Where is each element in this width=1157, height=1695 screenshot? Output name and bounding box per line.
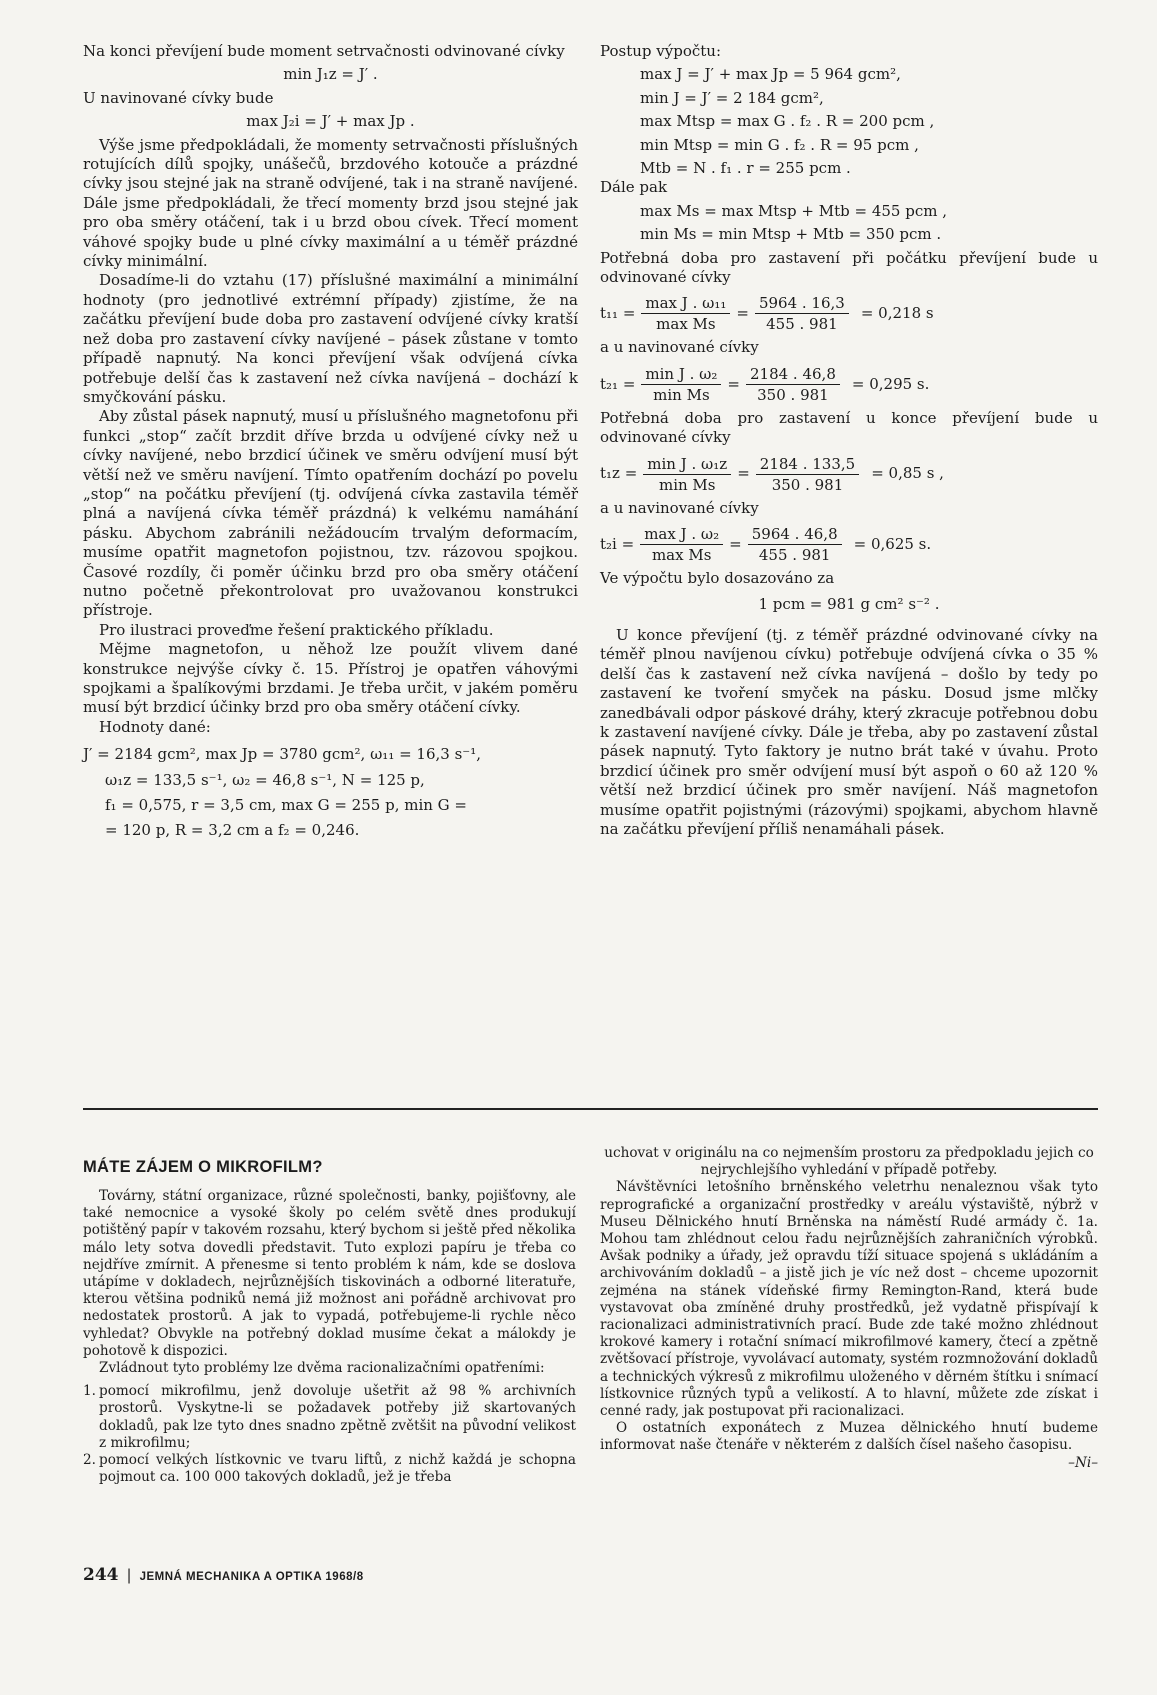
- denominator: 350 . 981: [771, 475, 844, 494]
- left-column: [83, 42, 578, 841]
- result: = 0,218 s: [860, 304, 934, 323]
- numerator: max J . ω₂: [640, 524, 723, 545]
- numerator: min J . ω₁z: [643, 454, 731, 475]
- paragraph: Návštěvníci letošního brněnského veletrhu nenaleznou však tyto reprografické a organizační prostředky v areálu výstaviště, nýbrž v Museu Dělnického hnutí Brněnska na náměstí Rudé armády č. 1a. Mohou tam zhlédnout celou řadu nejrůznějších zahraničních výrobků. Avšak podniky a úřady, jež opravdu tíží situace spojená s ukládáním a archivováním dokladů – a jistě jich je víc než dost – chceme upozornit zejména na stánek vídeňské firmy Remington-Rand, která bude vystavovat oba zmíněné druhy prostředků, jež vydatně přispívají k racionalizaci administrativních prací. Bude zde také možno zhlédnout krokové kamery i rotační snímací mikrofilmové kamery, čtecí a zpětně zvětšovací přístroje, vyvolávací automaty, systém rozmnožování dokladů a technických výkresů z mikrofilmu uloženého v děrném štítku i snímací lístkovnice různých typů a velikostí. A to hlavní, můžete zde získat i cenné rady, jak postupovat při racionalizaci.: [600, 1179, 1098, 1420]
- list-item: [83, 1383, 576, 1452]
- fraction: [641, 364, 721, 405]
- result: = 0,625 s.: [853, 534, 932, 553]
- paragraph: Ve výpočtu bylo dosazováno za: [600, 569, 835, 588]
- fraction-equation: t₁₁ = $\frac{\text{max J . ω₁₁}}{\text{max Ms}}$ = $\frac{5964 . 16,3}{455 . 981}$ = 0,218 s: [600, 294, 934, 334]
- result: = 0,85 s ,: [871, 464, 944, 483]
- paragraph: a u navinované cívky: [600, 338, 759, 357]
- equation: max J = J′ + max Jp = 5 964 gcm²,: [640, 65, 901, 84]
- paragraph: Aby zůstal pásek napnutý, musí u příslušného magnetofonu při funkci „stop“ začít brzdit dříve brzda u odvíjené cívky než u cívky navíjené, nebo brzdicí účinek ve směru odvíjení musí být větší než ve směru navíjení. Tímto opatřením dochází po povelu „stop“ na počátku převíjení (tj. odvíjená cívka zastavila téměř plná a navíjená cívka téměř prázdná) k velkému namáhání pásku. Abychom zabránili nežádoucím trvalým deformacím, musíme opatřit magnetofon pojistnou, tzv. rázovou spojkou. Časové rozdíly, či poměr účinku brzd pro oba směry otáčení nutno početně překontrolovat pro uvažovanou konstrukci přístroje.: [83, 407, 578, 620]
- equation: Mtb = N . f₁ . r = 255 pcm .: [640, 159, 851, 178]
- fraction-equation: t₁z = $\frac{\text{min J . ω₁z}}{\text{min Ms}}$ = $\frac{2184 . 133,5}{350 . 981}$ = 0,85 s ,: [600, 454, 944, 494]
- equation: max Ms = max Mtsp + Mtb = 455 pcm ,: [640, 201, 947, 220]
- numerator: 2184 . 46,8: [746, 364, 840, 385]
- paragraph: Na konci převíjení bude moment setrvačnosti odvinované cívky: [83, 42, 565, 60]
- equation-label: t₂i =: [600, 534, 635, 553]
- result: = 0,295 s.: [851, 374, 930, 393]
- list-number: 1.: [83, 1383, 96, 1400]
- paragraph: Potřebná doba pro zastavení u konce převíjení bude u odvinované cívky: [600, 408, 1098, 447]
- denominator: max Ms: [651, 546, 712, 565]
- equation: min J = J′ = 2 184 gcm²,: [640, 88, 824, 107]
- paragraph: Dosadíme-li do vztahu (17) příslušné maximální a minimální hodnoty (pro jednotlivé extrémní případy) zjistíme, že na začátku převíjení bude doba pro zastavení odvíjené cívky kratší než doba pro zastavení cívky navíjené – pásek zůstane v tomto případě napnutý. Na konci převíjení však odvíjená cívka potřebuje delší čas k zastavení než cívka navíjená – dochází k smyčkování pásku.: [83, 271, 578, 406]
- fraction-equation: t₂₁ = $\frac{\text{min J . ω₂}}{\text{min Ms}}$ = $\frac{2184 . 46,8}{350 . 981}$ = 0,295 s.: [600, 364, 930, 404]
- fraction: [756, 454, 859, 495]
- footer-separator: |: [126, 1566, 132, 1584]
- denominator: 455 . 981: [766, 315, 838, 334]
- denominator: min Ms: [653, 385, 710, 404]
- numerator: max J . ω₁₁: [641, 293, 730, 314]
- given-values-line: f₁ = 0,575, r = 3,5 cm, max G = 255 p, min G =: [105, 796, 467, 815]
- fraction: [641, 293, 730, 334]
- paragraph: Hodnoty dané:: [99, 717, 211, 736]
- paragraph: U konce převíjení (tj. z téměř prázdné odvinované cívky na téměř plnou navíjenou cívku) potřebuje odvíjená cívka o 35 % delší čas k zastavení než cívka navíjená – došlo by tedy po zastavení ke tvoření smyček na pásku. Dosud jsme mlčky zanedbávali odpor páskové dráhy, který zkracuje potřebnou dobu k zastavení navíjené cívky. Dále je třeba, aby po zastavení zůstal pásek napnutý. Tyto faktory je nutno brát také v úvahu. Proto brzdicí účinek pro směr odvíjení musí být aspoň o 60 až 120 % větší než brzdicí účinek pro směr navíjení. Náš magnetofon musíme opatřit pojistnými (rázovými) spojkami, abychom hlavně na začátku převíjení příliš nenamáhali pásek.: [600, 625, 1098, 838]
- given-values-line: ω₁z = 133,5 s⁻¹, ω₂ = 46,8 s⁻¹, N = 125 p,: [105, 770, 425, 789]
- numerator: 5964 . 16,3: [755, 293, 849, 314]
- paragraph: Postup výpočtu:: [600, 42, 721, 60]
- page-number: 244: [83, 1565, 119, 1585]
- equation: min Mtsp = min G . f₂ . R = 95 pcm ,: [640, 135, 919, 154]
- paragraph: O ostatních exponátech z Muzea dělnického hnutí budeme informovat naše čtenáře v některém z dalších čísel našeho časopisu.: [600, 1420, 1098, 1454]
- section-divider: [83, 1108, 1098, 1110]
- list-text: pomocí mikrofilmu, jenž dovoluje ušetřit až 98 % archivních prostorů. Vyskytne-li se požadavek potřeby již skartovaných dokladů, pak lze tyto dnes snadno zpětně zvětšit na původní velikost z mikrofilmu;: [99, 1383, 576, 1451]
- journal-name: JEMNÁ MECHANIKA A OPTIKA 1968/8: [139, 1571, 364, 1583]
- equation-label: t₁₁ =: [600, 304, 636, 323]
- denominator: 350 . 981: [757, 385, 829, 404]
- equation: 1 pcm = 981 g cm² s⁻² .: [758, 594, 940, 613]
- fraction: [748, 524, 842, 565]
- equation-label: t₁z =: [600, 464, 638, 483]
- equation: min J₁z = J′ .: [283, 65, 378, 84]
- denominator: 455 . 981: [758, 546, 831, 565]
- paragraph: Zvládnout tyto problémy lze dvěma racionalizačními opatřeními:: [99, 1360, 545, 1377]
- box-heading: MÁTE ZÁJEM O MIKROFILM?: [83, 1158, 323, 1176]
- list-item: [83, 1452, 576, 1486]
- list-number: 2.: [83, 1452, 96, 1469]
- paragraph: Továrny, státní organizace, různé společnosti, banky, pojišťovny, ale také nemocnice a vysoké školy po celém světě dnes produkují potištěný papír v takovém rozsahu, který bychom si ještě před několika málo lety sotva dovedli představit. Tuto explozi papíru je třeba co nejdříve zmírnit. A přenesme si tento problém k nám, kde se doslova utápíme v dokladech, nejrůznějších tiskovinách a odborné literatuře, kterou většina podniků nemá již možnost ani pořádně archivovat pro nedostatek prostorů. A jak to vypadá, potřebujeme-li rychle něco vyhledat? Obvykle na potřebný doklad musíme čekat a málokdy je pohotově k dispozici.: [83, 1188, 576, 1359]
- page-footer: [83, 1565, 364, 1585]
- numerator: min J . ω₂: [641, 364, 721, 385]
- box-right-column: [600, 1145, 1098, 1472]
- fraction: [640, 524, 723, 565]
- numerator: 2184 . 133,5: [756, 454, 859, 475]
- equation: min Ms = min Mtsp + Mtb = 350 pcm .: [640, 225, 942, 244]
- equation-label: t₂₁ =: [600, 374, 636, 393]
- numerator: 5964 . 46,8: [748, 524, 842, 545]
- paragraph: Potřebná doba pro zastavení při počátku převíjení bude u odvinované cívky: [600, 248, 1098, 287]
- given-values-line: = 120 p, R = 3,2 cm a f₂ = 0,246.: [105, 821, 360, 840]
- paragraph: a u navinované cívky: [600, 498, 759, 517]
- author-signature: –Ni–: [1068, 1454, 1098, 1471]
- list-text: pomocí velkých lístkovnic ve tvaru liftů, z nichž každá je schopna pojmout ca. 100 000 takových dokladů, jež je třeba: [99, 1452, 576, 1486]
- equation: max J₂i = J′ + max Jp .: [246, 112, 415, 131]
- equation: max Mtsp = max G . f₂ . R = 200 pcm ,: [640, 112, 935, 131]
- fraction: [755, 293, 849, 334]
- paragraph: Mějme magnetofon, u něhož lze použít vlivem dané konstrukce nejvýše cívky č. 15. Přístroj je opatřen váhovými spojkami a špalíkovými brzdami. Je třeba určit, v jakém poměru musí být brzdicí účinky brzd pro oba směry otáčení cívky.: [83, 640, 578, 717]
- paragraph: Pro ilustraci proveďme řešení praktického příkladu.: [99, 620, 494, 639]
- fraction: [746, 364, 840, 405]
- denominator: min Ms: [658, 475, 716, 494]
- fraction-equation: t₂i = $\frac{\text{max J . ω₂}}{\text{max Ms}}$ = $\frac{5964 . 46,8}{455 . 981}$ = 0,625 s.: [600, 525, 932, 565]
- right-column: [600, 42, 1098, 839]
- box-left-column: [83, 1188, 576, 1486]
- paragraph: uchovat v originálu na co nejmenším prostoru za předpokladu jejich co nejrychlejšího vyhledání v případě potřeby.: [604, 1145, 1094, 1179]
- paragraph: U navinované cívky bude: [83, 88, 274, 107]
- given-values-line: J′ = 2184 gcm², max Jp = 3780 gcm², ω₁₁ = 16,3 s⁻¹,: [83, 745, 481, 764]
- paragraph: Dále pak: [600, 178, 668, 197]
- denominator: max Ms: [656, 315, 716, 334]
- paragraph: Výše jsme předpokládali, že momenty setrvačnosti příslušných rotujících dílů spojky, unášečů, brzdového kotouče a prázdné cívky jsou stejné jak na straně odvíjené, tak i na straně navíjené. Dále jsme předpokládali, že třecí momenty brzd jsou stejné jak pro oba směry otáčení, tak i u brzd obou cívek. Třecí moment váhové spojky bude u plné cívky maximální a u téměř prázdné cívky minimální.: [83, 135, 578, 271]
- fraction: [643, 454, 731, 495]
